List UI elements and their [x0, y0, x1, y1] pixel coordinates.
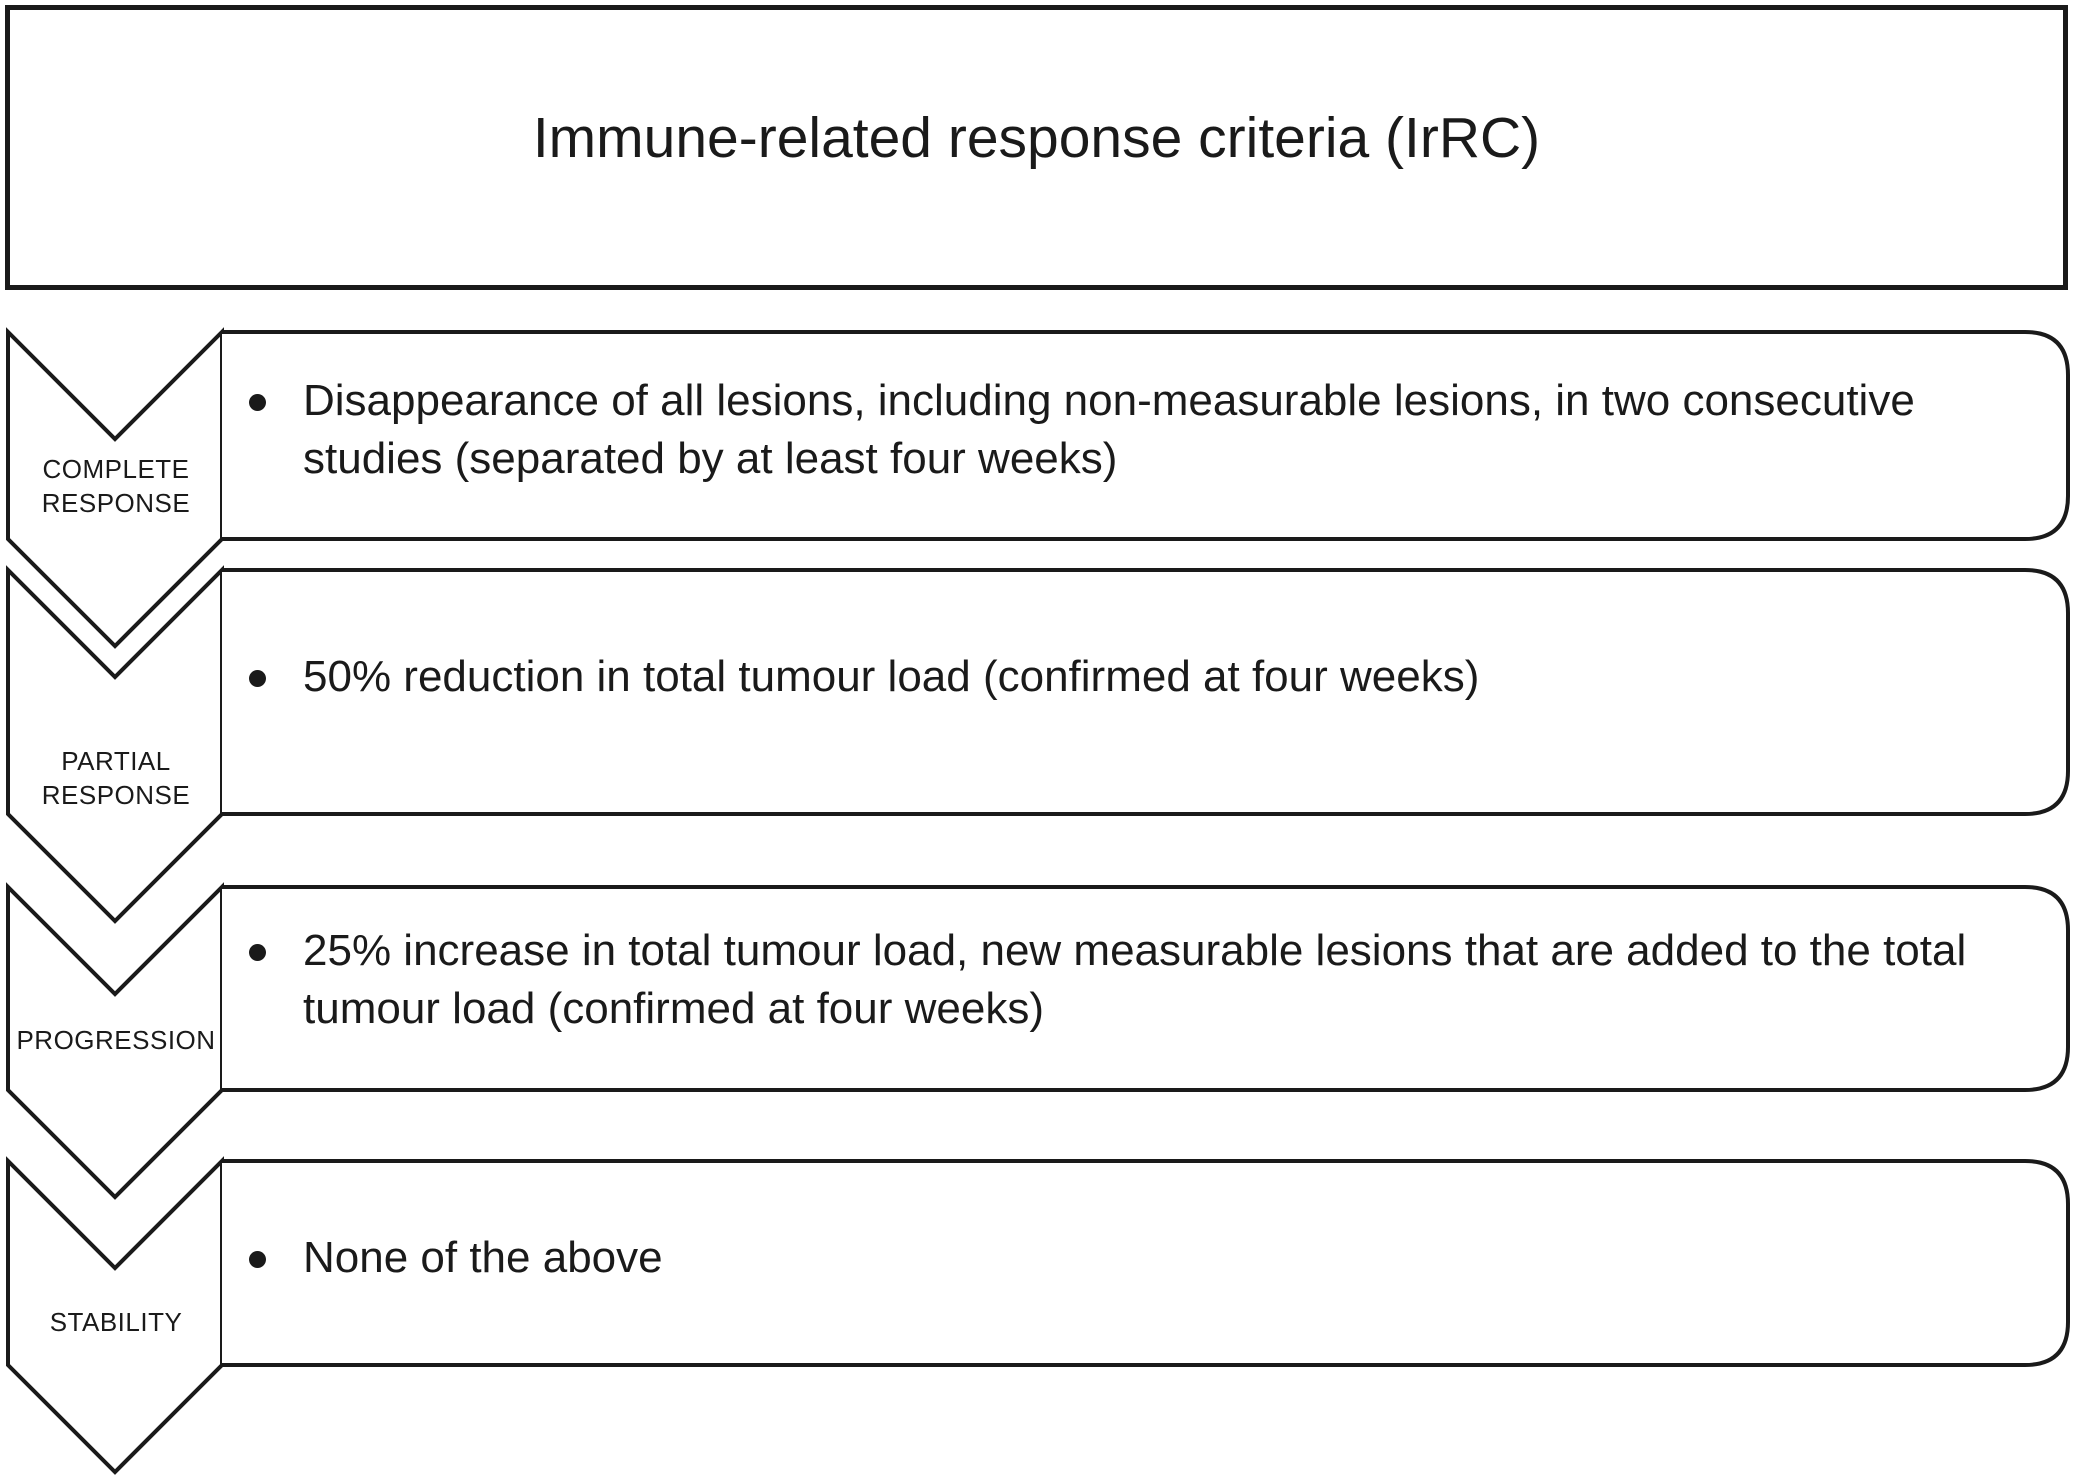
stage-description-text: None of the above — [303, 1233, 663, 1282]
stage-label-line1: PARTIAL — [61, 746, 171, 776]
stage-label-progression — [8, 1023, 224, 1057]
stage-description-stability — [258, 1229, 1978, 1287]
stage-description-text: 50% reduction in total tumour load (confirmed at four weeks) — [303, 652, 1480, 701]
bullet-icon — [249, 944, 266, 961]
bullet-icon — [249, 670, 266, 687]
stage-label-complete-response — [8, 452, 224, 520]
stage-description-partial-response — [258, 648, 1978, 706]
stage-label-line2: RESPONSE — [41, 780, 191, 810]
stage-label-line2: RESPONSE — [41, 488, 191, 518]
bullet-icon — [249, 1251, 266, 1268]
stage-description-text: Disappearance of all lesions, including non-measurable lesions, in two consecutive studies (separated by at least four weeks) — [303, 376, 1915, 483]
stage-label-line1: COMPLETE — [42, 454, 190, 484]
stage-description-text: 25% increase in total tumour load, new measurable lesions that are added to the total tumour load (confirmed at four weeks) — [303, 926, 1967, 1033]
stage-description-complete-response — [258, 372, 1978, 488]
stage-label-partial-response — [8, 744, 224, 812]
diagram-title: Immune-related response criteria (IrRC) — [532, 105, 1541, 170]
bullet-icon — [249, 394, 266, 411]
stage-label-line1: PROGRESSION — [16, 1025, 216, 1055]
stage-label-stability — [8, 1305, 224, 1339]
stage-label-line1: STABILITY — [49, 1307, 183, 1337]
stage-description-progression — [258, 922, 1978, 1038]
